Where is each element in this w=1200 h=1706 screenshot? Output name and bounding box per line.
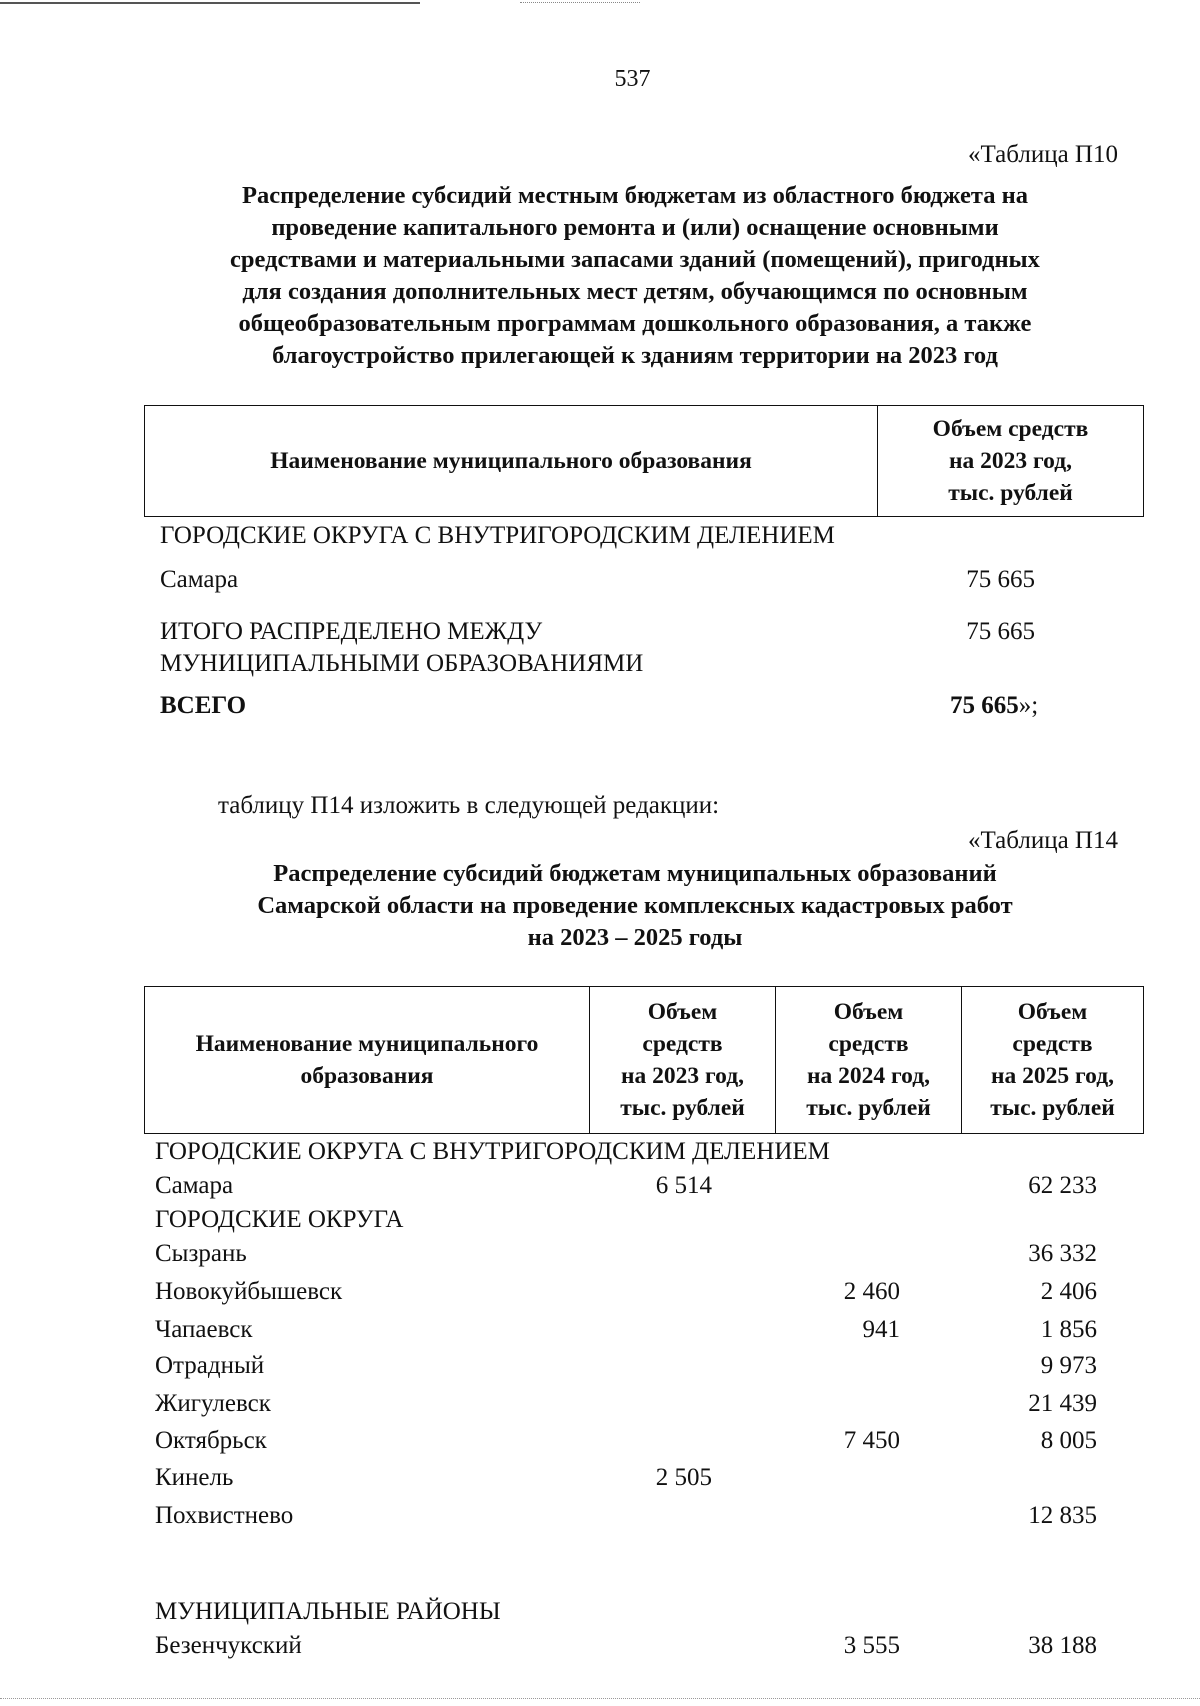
row-value-2024: 2 460	[843, 1278, 900, 1305]
column-header-2023	[590, 987, 776, 1134]
header-line: тыс. рублей	[806, 1095, 931, 1121]
header-line: на 2023 год,	[621, 1063, 744, 1089]
table-p10-reference: «Таблица П10	[968, 141, 1118, 168]
row-value-2024: 3 555	[843, 1632, 900, 1659]
row-value-2025: 1 856	[1040, 1316, 1097, 1343]
column-header-name	[145, 987, 590, 1134]
row-name: Кинель	[155, 1464, 234, 1491]
header-line: на 2025 год,	[991, 1063, 1114, 1089]
header-line: тыс. рублей	[990, 1095, 1115, 1121]
column-header-2025	[962, 987, 1144, 1134]
table-p14-reference: «Таблица П14	[968, 827, 1118, 854]
title-line: Самарской области на проведение комплексных кадастровых работ	[257, 892, 1013, 919]
row-value-2024: 941	[862, 1316, 900, 1343]
title-line: для создания дополнительных мест детям, обучающимся по основным	[242, 278, 1028, 305]
header-line: на 2024 год,	[807, 1063, 930, 1089]
row-name: Октябрьск	[155, 1427, 267, 1454]
page-number: 537	[614, 66, 651, 92]
row-value-2025: 62 233	[1028, 1172, 1097, 1199]
section-heading: ГОРОДСКИЕ ОКРУГА С ВНУТРИГОРОДСКИМ ДЕЛЕНИЕМ	[155, 1138, 830, 1165]
header-line: тыс. рублей	[620, 1095, 745, 1121]
label-line: ИТОГО РАСПРЕДЕЛЕНО МЕЖДУ	[160, 618, 543, 645]
row-name: Чапаевск	[155, 1316, 253, 1343]
header-line: тыс. рублей	[948, 480, 1073, 506]
column-header-amount	[878, 406, 1144, 517]
row-value-2025: 36 332	[1028, 1240, 1097, 1267]
title-line: общеобразовательным программам дошкольного образования, а также	[238, 310, 1032, 337]
grand-total-value: 75 665	[950, 692, 1019, 719]
row-name: Безенчукский	[155, 1632, 302, 1659]
scan-artifact-top	[520, 2, 640, 3]
section-heading: МУНИЦИПАЛЬНЫЕ РАЙОНЫ	[155, 1598, 501, 1625]
header-line: Объем	[1017, 999, 1088, 1025]
title-line: на 2023 – 2025 годы	[527, 924, 743, 951]
row-value-2023: 2 505	[655, 1464, 712, 1491]
row-name: Жигулевск	[155, 1390, 271, 1417]
table-p14-header	[144, 986, 1144, 1134]
header-line: Наименование муниципального	[195, 1031, 539, 1057]
section-heading: ГОРОДСКИЕ ОКРУГА С ВНУТРИГОРОДСКИМ ДЕЛЕНИЕМ	[160, 522, 835, 549]
title-line: средствами и материальными запасами зданий (помещений), пригодных	[230, 246, 1040, 273]
row-name: Похвистнево	[155, 1502, 294, 1529]
header-line: Объем средств	[932, 416, 1089, 442]
header-line: Объем	[647, 999, 718, 1025]
column-header-2024	[776, 987, 962, 1134]
table-p14-title	[130, 858, 1140, 954]
grand-total-cell	[950, 690, 1038, 722]
row-value-2025: 21 439	[1028, 1390, 1097, 1417]
title-line: благоустройство прилегающей к зданиям территории на 2023 год	[272, 342, 998, 369]
label-line: МУНИЦИПАЛЬНЫМИ ОБРАЗОВАНИЯМИ	[160, 650, 644, 677]
table-p10-header	[144, 405, 1144, 517]
section-heading: ГОРОДСКИЕ ОКРУГА	[155, 1206, 404, 1233]
scan-border-top	[0, 2, 420, 4]
row-name: Сызрань	[155, 1240, 247, 1267]
title-line: Распределение субсидий бюджетам муниципальных образований	[273, 860, 997, 887]
title-line: проведение капитального ремонта и (или) оснащение основными	[271, 214, 999, 241]
row-name: Новокуйбышевск	[155, 1278, 343, 1305]
row-value-2025: 9 973	[1040, 1352, 1097, 1379]
row-name: Отрадный	[155, 1352, 265, 1379]
grand-total-suffix: »;	[1018, 692, 1039, 719]
total-distributed-label	[160, 616, 643, 680]
amendment-instruction: таблицу П14 изложить в следующей редакции:	[218, 792, 720, 819]
header-line: средств	[828, 1031, 909, 1057]
grand-total-label: ВСЕГО	[160, 692, 247, 719]
row-value-2023: 6 514	[655, 1172, 712, 1199]
row-name: Самара	[160, 566, 239, 593]
header-line: Объем	[833, 999, 904, 1025]
row-value-2025: 38 188	[1028, 1632, 1097, 1659]
column-header-name: Наименование муниципального образования	[145, 406, 878, 517]
header-line: средств	[642, 1031, 723, 1057]
row-value-2025: 12 835	[1028, 1502, 1097, 1529]
header-line: средств	[1012, 1031, 1093, 1057]
row-value-2024: 7 450	[843, 1427, 900, 1454]
header-line: образования	[300, 1063, 434, 1089]
total-distributed-value: 75 665	[966, 618, 1035, 645]
row-value-2025: 2 406	[1040, 1278, 1097, 1305]
header-line: на 2023 год,	[949, 448, 1072, 474]
row-value-2025: 8 005	[1040, 1427, 1097, 1454]
scan-border-bottom	[0, 1698, 1200, 1699]
table-p10-title	[130, 180, 1140, 372]
row-name: Самара	[155, 1172, 234, 1199]
title-line: Распределение субсидий местным бюджетам из областного бюджета на	[242, 182, 1028, 209]
row-value: 75 665	[966, 566, 1035, 593]
